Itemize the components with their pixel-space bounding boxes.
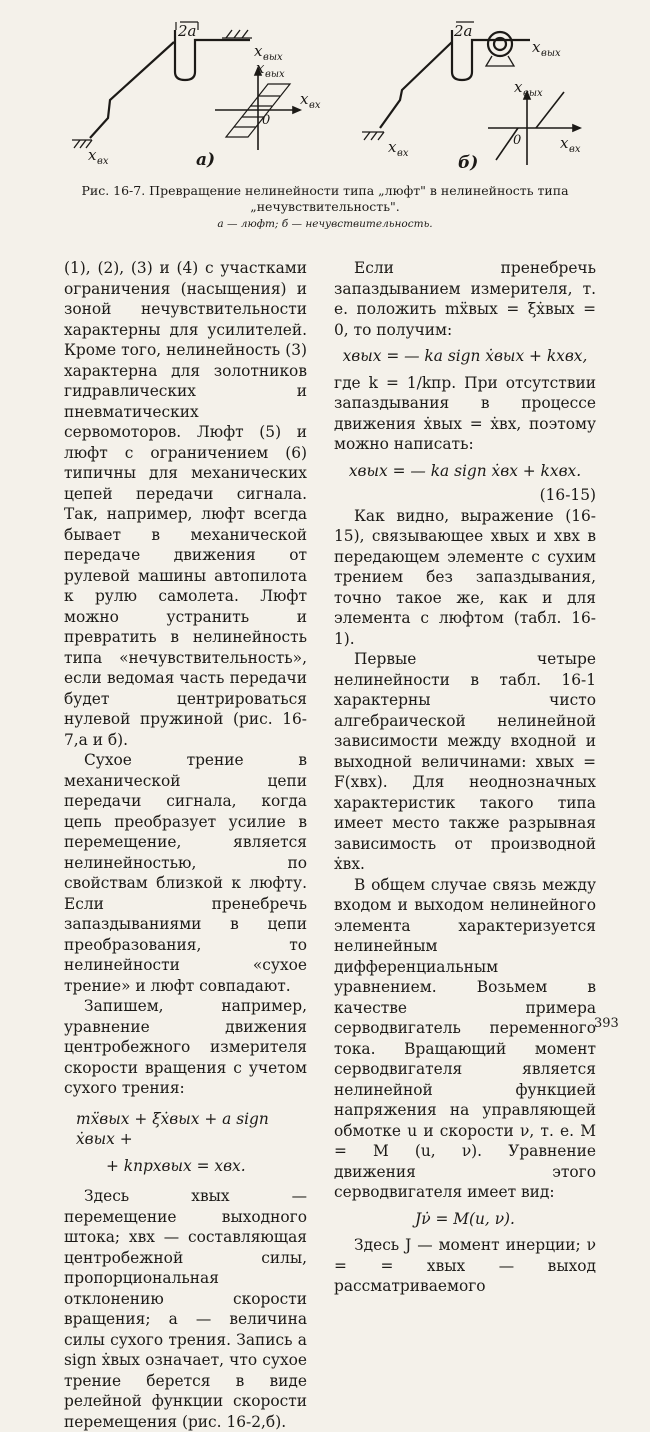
equation-line: + kпрxвых = xвх. [106,1156,246,1175]
svg-text:0: 0 [262,113,271,128]
equation-number: (16-15) [539,486,596,504]
paragraph: Сухое трение в механической цепи передачи сигнала, когда цепь преобразует усилие в перемещение, является нелинейностью, по свойствам близкой к люфту. Если пренебречь запаздываниями в цепи преобразования, то нелинейности «сухое трение» и люфт совпадают. [64,751,307,995]
figure-drawing [0,0,650,180]
paragraph: Первые четыре нелинейности в табл. 16-1 характерны чисто алгебраической нелинейной зависимости между входной и выходной величинами: xвых = F(xвх). Для неоднозначных характеристик такого типа имеет место также разрывная зависимость от производной ẋвх. [334,650,596,873]
svg-text:x: x [514,78,523,96]
panel-label-b: б) [458,153,479,173]
svg-text:x: x [560,134,569,152]
paragraph: Если пренебречь запаздыванием измерителя, т. е. положить mẍвых = ξẋвых = 0, то получим: [334,259,596,339]
paragraph: (1), (2), (3) и (4) с участками ограничения (насыщения) и зоной нечувствительности характерны для усилителей. Кроме того, нелинейность (3) характерна для золотников гидравлических и пневматических сервомоторов. Люфт (5) и люфт с ограничением (6) типичны для механических цепей передачи сигнала. Так, например, люфт всегда бывает в механической передаче движения от рулевой машины автопилота к рулю самолета. Люфт можно устранить и превратить в нелинейность типа «нечувствительность», если ведомая часть передачи будет центрироваться нулевой пружиной (рис. 16-7,а и б). [64,259,307,749]
equation-friction [64,1109,307,1177]
paragraph: Как видно, выражение (16-15), связывающее xвых и xвх в передающем элементе с сухим трением без запаздывания, точно такое же, как и для элемента с люфтом (табл. 16-1). [334,506,596,648]
lever-b [380,42,452,128]
equation-line: mẍвых + ξẋвых + a sign ẋвых + [76,1109,269,1148]
svg-text:x: x [88,146,97,164]
svg-text:0: 0 [513,133,522,148]
figure-caption: Рис. 16-7. Превращение нелинейности типа „люфт" в нелинейность типа „нечувствительность". [81,183,569,214]
svg-text:вых: вых [265,69,285,80]
paragraph: Здесь J — момент инерции; ν = = xвых — выход рассматриваемого [334,1236,596,1295]
svg-text:вх: вх [569,144,581,155]
label-2a-left: 2a [178,22,197,40]
spring-b [488,32,512,56]
figure-16-7 [0,0,650,180]
paragraph: Запишем, например, уравнение движения центробежного измерителя скорости вращения с учетом сухого трения: [64,997,307,1097]
label-xin-a: x [300,90,309,108]
paragraph: Здесь xвых — перемещение выходного штока; xвх — составляющая центробежной силы, пропорциональная отклонению скорости вращения; a — величина силы сухого трения. Запись a sign ẋвых означает, что сухое трение берется в виде релейной функции скорости перемещения (рис. 16-2,б). [64,1187,307,1431]
svg-text:x: x [532,38,541,56]
equation-16-15: xвых = — ka sign ẋвх + kxвх. [348,461,582,480]
svg-text:вых: вых [523,88,543,99]
svg-text:вых: вых [541,48,561,59]
paragraph: В общем случае связь между входом и выходом нелинейного элемента характеризуется нелинейным дифференциальным уравнением. Возьмем в качестве примера серводвигатель переменного тока. Вращающий момент серводвигателя является нелинейной функцией напряжения на управляющей обмотке u и скорости ν, т. е. M = M (u, ν). Уравнение движения этого серводвигателя имеет вид: [334,875,596,1201]
figure-caption-legend: а — люфт; б — нечувствительность. [217,218,433,230]
svg-text:x: x [388,138,397,156]
svg-text:x: x [256,59,265,77]
svg-text:вх: вх [97,156,109,167]
lever-a [90,42,174,138]
svg-text:вх: вх [397,148,409,159]
svg-text:вх: вх [309,100,321,111]
label-2a-right: 2a [454,22,473,40]
paragraph: где k = 1/kпр. При отсутствии запаздывания в процессе движения ẋвых = ẋвх, поэтому можно написать: [334,373,596,453]
label-xout-a: x [254,42,263,60]
left-column [64,258,307,1432]
panel-label-a: а) [196,150,216,170]
equation-servo: Jν̇ = M(u, ν). [415,1209,515,1228]
svg-text:вых: вых [263,52,283,63]
page-number: 393 [594,1016,619,1031]
equation: xвых = — ka sign ẋвых + kxвх, [342,347,588,365]
right-column [334,258,596,1297]
